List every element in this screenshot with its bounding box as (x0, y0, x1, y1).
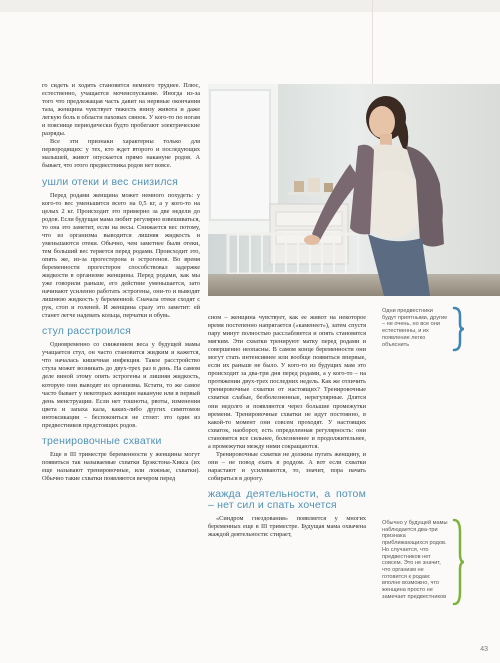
paragraph: Все эти признаки характерны только для первородящих: у тех, кто ждет второго и последующих малышей, живот опускается прямо накануне родов. А бывает, что этого предвестника родов нет вовсе. (42, 138, 200, 170)
page-divider (372, 0, 373, 84)
brace-icon (452, 306, 466, 352)
brace-icon (452, 518, 466, 606)
paragraph: го сидеть и ходить становится немного труднее. Плюс, естественно, учащается мочеиспускание. Иногда из-за того что предлежащая часть давит на нервные окончания таза, женщина чувствует тяжесть внизу живота и даже легкую боль в области паховых связок. У кого-то по ногам и пояснице периодически будто пробегают электрические разряды. (42, 82, 200, 138)
section-heading: стул расстроился (42, 325, 132, 338)
top-strip (0, 0, 500, 12)
sidebar-note-2: Обычно у будущей мамы наблюдается два-три признака приближающихся родов. Но случается, что предвестников нет совсем. Это не значит, что организм не готовится к родам: вполне возможно, что женщина просто не замечает предвестников (382, 520, 448, 600)
pregnant-woman-photo (208, 84, 500, 296)
page-number: 43 (480, 646, 488, 653)
paragraph: Тренировочные схватки не должны пугать женщину, и они – не повод ехать в роддом. А вот если схватки нарастают и усиливаются, то, значит, пора начать собираться в дорогу. (208, 450, 366, 482)
section-heading: тренировочные схватки (42, 434, 162, 447)
section-heading: жажда деятельности, а потом – нет сил и спать хочется (208, 487, 366, 511)
paragraph: Одновременно со снижением веса у будущей мамы учащается стул, он часто становится жидким и кажется, что началась кишечная инфекция. Такое расстройство стула может возникать до двух-трех раз в день. На самом деле виной этому опять эстрогены и лишняя жидкость, которую они выводят из организма. Кстати, то же самое часто бывает у некоторых женщин накануне или в первый день менструации. Если нет тошноты, рвоты, изменения цвета и запаха кала, каких-либо других симптомов интоксикации – беспокоиться не стоит: это один из предвестников предстоящих родов. (42, 341, 200, 429)
paragraph: Перед родами женщина может немного похудеть: у кого-то вес уменьшится всего на 0,5 кг, а у кого-то на целых 2 кг. Происходит это примерно за две недели до родов. Если будущая мама любит регулярно взвешиваться, то она это заметит, если на весы. Снижается вес потому, что из организма выводится лишняя жидкость и уменьшаются отеки. Обычно, чем заметнее были отеки, тем больший вес теряется перед родами. Происходит это, опять же, из-за прогестерона и эстрогенов. Во время беременности прогестерон способствовал задержке жидкости в организме женщины. Перед родами, как мы уже говорили раньше, его действие уменьшается, зато начинают усиленно работать эстрогены, они-то и выводят лишнюю жидкость у беременной. Сначала отеки сходят с рук, стоп и голеней. И женщина сразу это заметит: ей станет легче надевать кольца, перчатки и обувь. (42, 191, 200, 320)
paragraph: Еще в III триместре беременности у женщины могут появиться так называемые схватки Брэкстона-Хикса (их еще называют тренировочные, или ложные, схватки). Обычно такие схватки появляются вечером перед (42, 450, 200, 482)
text-column-middle (208, 314, 366, 539)
paragraph: «Синдром гнездования» появляется у многих беременных еще в III триместре. Будущая мама охвачена жаждой деятельности: стирает, (208, 514, 366, 539)
sidebar-note-1: Одни предвестники будут приятными, другие – не очень, но все они естественны, и их появление легко объяснить (382, 308, 448, 348)
paragraph: сном – женщина чувствует, как ее живот на некоторое время постепенно напрягается («каменеет»), затем спустя пару минут полностью расслабляется и опять становится мягким. Эти схватки тренируют матку перед родами и совершенно неопасны. В самом конце беременности они могут стать интенсивнее или вообще появиться впервые, если их раньше не было. У кого-то из будущих мам это происходит за два-три дня перед родами, а у кого-то – на протяжении двух-трех последних недель. Как же отличить тренировочные схватки от настоящих? Тренировочные схватки слабые, безболезненные, нерегулярные. Длятся они недолго и появляются через большие промежутки времени. Тренировочные схватки не идут постоянно, в какой-то момент они совсем проходят. У настоящих схваток, наоборот, есть определенная регулярность: они становятся все сильнее, болезненнее и продолжительнее, а промежутки между ними сокращаются. (208, 314, 366, 450)
section-heading: ушли отеки и вес снизился (42, 175, 179, 188)
text-column-left (42, 82, 200, 483)
photo-illustration (208, 84, 500, 296)
